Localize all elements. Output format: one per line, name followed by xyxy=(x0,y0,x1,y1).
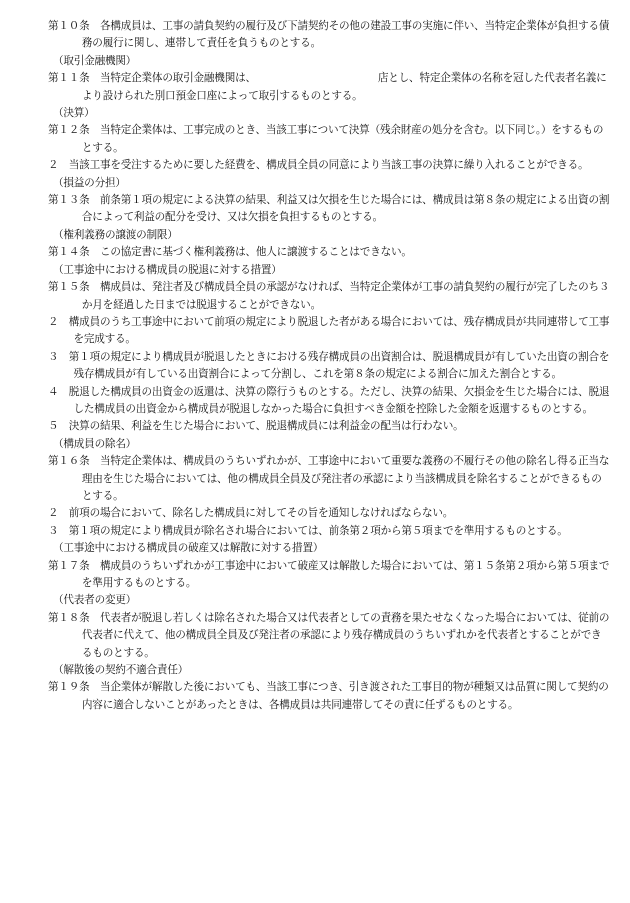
article-paragraph: 第１５条 構成員は、発注者及び構成員全員の承認がなければ、当特定企業体が工事の請負契約の履行が完了したのち３か月を経過した日までは脱退することができない。 xyxy=(48,281,610,311)
article-paragraph: 第１３条 前条第１項の規定による決算の結果、利益又は欠損を生じた場合には、構成員は第８条の規定による出資の割合によって利益の配分を受け、又は欠損を負担するものとする。 xyxy=(48,194,610,224)
article-paragraph: 第１８条 代表者が脱退し若しくは除名された場合又は代表者としての責務を果たせなくなった場合においては、従前の代表者に代えて、他の構成員全員及び発注者の承認により残存構成員のうちいずれかを代表者とすることができるものとする。 xyxy=(48,611,610,659)
clause-paragraph: ５ 決算の結果、利益を生じた場合において、脱退構成員には利益金の配当は行わない。 xyxy=(48,420,464,433)
section-heading: （工事途中における構成員の脱退に対する措置） xyxy=(53,263,282,276)
clause-paragraph: ３ 第１項の規定により構成員が除名され場合においては、前条第２項から第５項までを準用するものとする。 xyxy=(48,524,568,537)
section-heading: （工事途中における構成員の破産又は解散に対する措置） xyxy=(53,542,324,555)
clause-paragraph: ２ 構成員のうち工事途中において前項の規定により脱退した者がある場合においては、残存構成員が共同連帯して工事を完成する。 xyxy=(48,315,610,346)
article-paragraph: 第１２条 当特定企業体は、工事完成のとき、当該工事について決算（残余財産の処分を含む。以下同じ。）をするものとする。 xyxy=(48,124,604,154)
section-heading: （取引金融機関） xyxy=(53,54,137,67)
section-heading: （解散後の契約不適合責任） xyxy=(53,664,189,677)
section-heading: （損益の分担） xyxy=(53,176,126,189)
section-heading: （決算） xyxy=(53,107,95,120)
section-heading: （構成員の除名） xyxy=(53,437,137,450)
article-text-after-blank: 店とし、特定企業体の名称を冠した代表者名義により設けられた別口預金口座によって取引するものとする。 xyxy=(81,72,607,102)
clause-paragraph: ２ 当該工事を受注するために要した経費を、構成員全員の同意により当該工事の決算に繰り入れることができる。 xyxy=(48,159,589,172)
section-heading: （権利義務の譲渡の制限） xyxy=(53,228,178,241)
clause-paragraph: ２ 前項の場合において、除名した構成員に対してその旨を通知しなければならない。 xyxy=(48,507,454,520)
article-paragraph: 第１６条 当特定企業体は、構成員のうちいずれかが、工事途中において重要な義務の不履行その他の除名し得る正当な理由を生じた場合においては、他の構成員全員及び発注者の承認により当該構成員を除名することができるものとする。 xyxy=(48,455,610,502)
article-paragraph xyxy=(48,70,610,105)
clause-paragraph: ４ 脱退した構成員の出資金の返還は、決算の際行うものとする。ただし、決算の結果、欠損金を生じた場合には、脱退した構成員の出資金から構成員が脱退しなかった場合に負担すべき金額を控除した金額を返還するものとする。 xyxy=(48,385,610,415)
section-heading: （代表者の変更） xyxy=(53,594,137,607)
article-paragraph: 第１７条 構成員のうちいずれかが工事途中において破産又は解散した場合においては、第１５条第２項から第５項までを準用するものとする。 xyxy=(48,559,610,589)
article-paragraph: 第１４条 この協定書に基づく権利義務は、他人に譲渡することはできない。 xyxy=(48,246,412,259)
document-body xyxy=(48,18,610,714)
article-paragraph: 第１０条 各構成員は、工事の請負契約の履行及び下請契約その他の建設工事の実施に伴い、当特定企業体が負担する債務の履行に関し、連帯して責任を負うものとする。 xyxy=(48,20,610,50)
clause-paragraph: ３ 第１項の規定により構成員が脱退したときにおける残存構成員の出資割合は、脱退構成員が有していた出資の割合を残存構成員が有している出資割合によって分割し、これを第８条の規定による割合に加えた割合とする。 xyxy=(48,350,610,381)
article-text-before-blank: 第１１条 当特定企業体の取引金融機関は、 xyxy=(48,72,256,85)
article-paragraph: 第１９条 当企業体が解散した後においても、当該工事につき、引き渡された工事目的物が種類又は品質に関して契約の内容に適合しないことがあったときは、各構成員は共同連帯してその責に任ずるものとする。 xyxy=(48,681,609,711)
